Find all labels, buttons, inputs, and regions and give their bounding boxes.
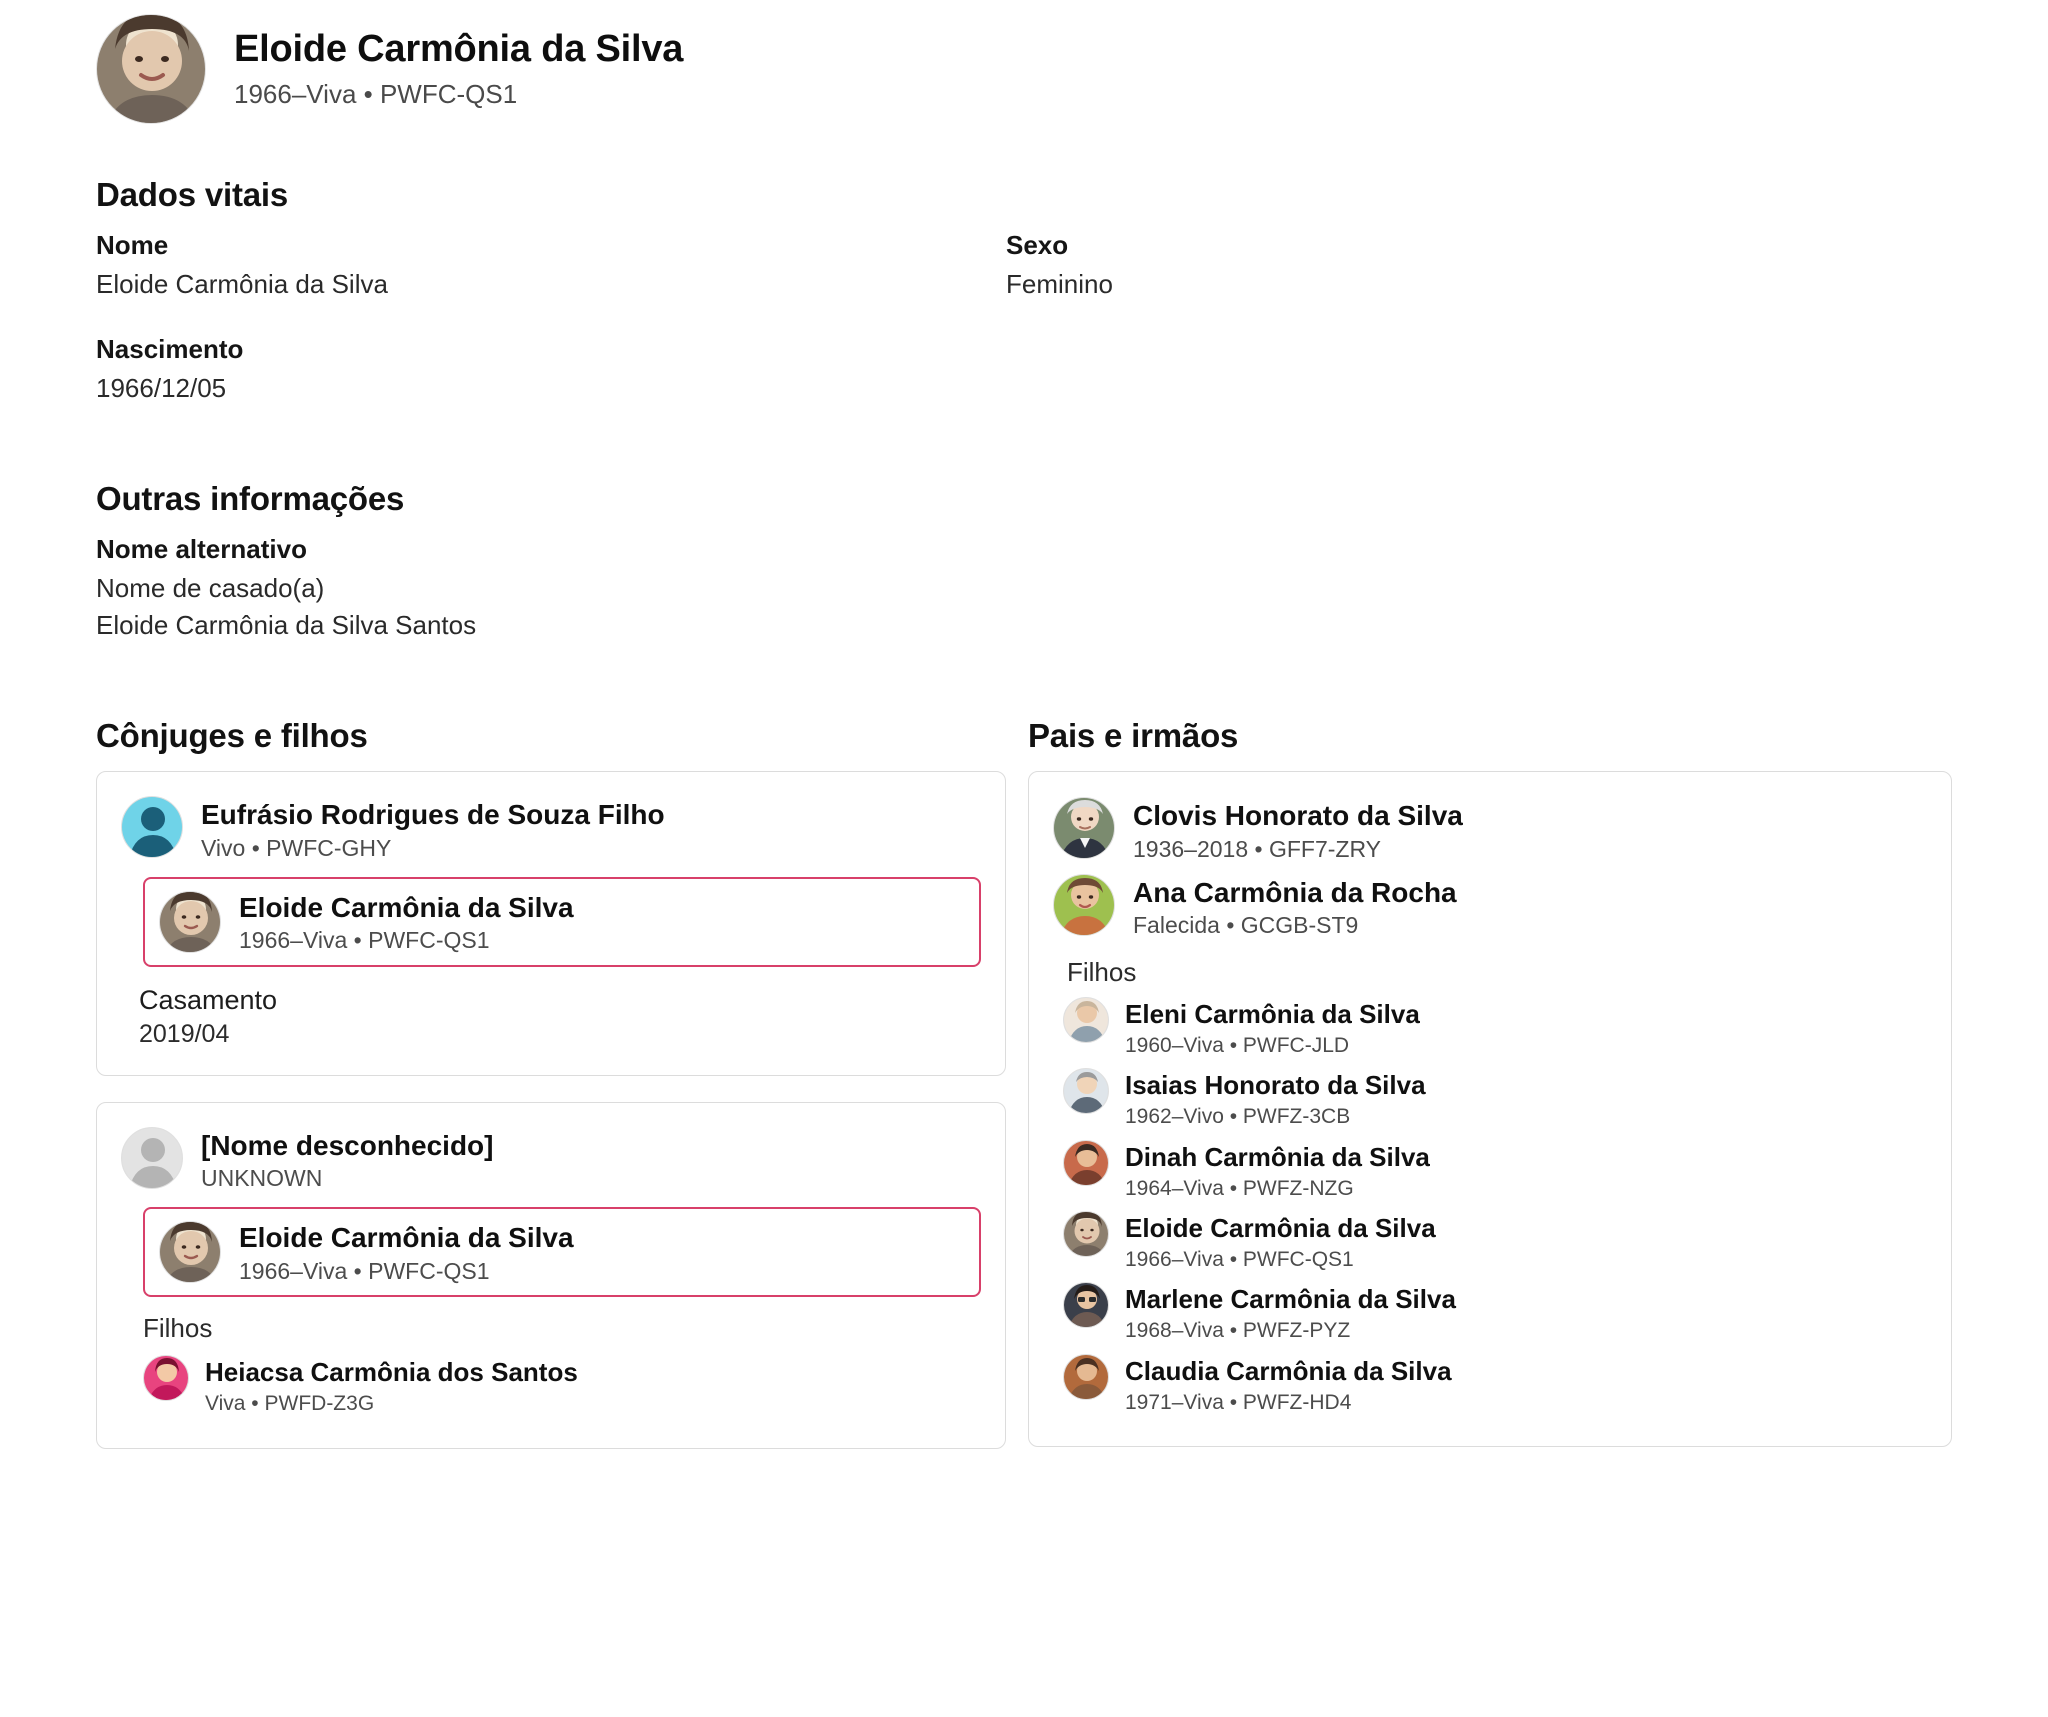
list-item[interactable] — [1063, 1349, 1927, 1420]
father-texts — [1133, 797, 1463, 863]
mother-name: Ana Carmônia da Rocha — [1133, 876, 1457, 908]
person-lifespan-id: 1966–Viva • PWFC-QS1 — [234, 79, 518, 109]
children-list — [143, 1350, 981, 1421]
avatar — [1063, 1211, 1109, 1257]
section-title-other-info: Outras informações — [96, 480, 405, 518]
children-label: Filhos — [143, 1313, 213, 1344]
field-alternate-name-type: Nome de casado(a) — [96, 573, 325, 604]
father-meta: 1936–2018 • GFF7-ZRY — [1133, 835, 1381, 862]
father-row[interactable] — [1053, 792, 1927, 868]
field-birth-value[interactable]: 1966/12/05 — [96, 373, 227, 404]
field-sex-value[interactable]: Feminino — [1006, 269, 1113, 299]
child-meta: Viva • PWFD-Z3G — [205, 1392, 375, 1416]
avatar — [1063, 1354, 1109, 1400]
sibling-texts — [1125, 1068, 1426, 1129]
marriage-event-date: 2019/04 — [139, 1019, 230, 1048]
avatar[interactable] — [96, 14, 206, 124]
spouse-texts — [201, 1127, 493, 1193]
family-columns — [96, 675, 1952, 1514]
field-name-label: Nome — [96, 230, 169, 260]
list-item[interactable] — [1063, 992, 1927, 1063]
sibling-texts — [1125, 1282, 1456, 1343]
sibling-texts — [1125, 1140, 1430, 1201]
list-item[interactable] — [1063, 1206, 1927, 1277]
spouse-name: Eufrásio Rodrigues de Souza Filho — [201, 799, 665, 831]
sibling-name: Eloide Carmônia da Silva — [1125, 1212, 1436, 1243]
list-item[interactable] — [1063, 1135, 1927, 1206]
field-name-value[interactable]: Eloide Carmônia da Silva — [96, 269, 388, 299]
spouses-column — [96, 675, 1006, 1474]
section-title-parents: Pais e irmãos — [1028, 717, 1239, 755]
section-title-spouses: Cônjuges e filhos — [96, 717, 368, 755]
avatar — [1063, 1140, 1109, 1186]
list-item[interactable] — [1063, 1277, 1927, 1348]
sibling-meta: 1966–Viva • PWFC-QS1 — [1125, 1248, 1354, 1272]
avatar — [1063, 1282, 1109, 1328]
sibling-texts — [1125, 1354, 1452, 1415]
sibling-name: Marlene Carmônia da Silva — [1125, 1284, 1456, 1315]
focus-person-row[interactable] — [143, 877, 981, 967]
avatar — [1053, 874, 1115, 936]
avatar — [143, 1355, 189, 1401]
child-texts — [205, 1355, 578, 1416]
spouse-meta: UNKNOWN — [201, 1165, 323, 1192]
marriage-event-type: Casamento — [139, 984, 278, 1015]
focus-person-name: Eloide Carmônia da Silva — [239, 891, 574, 923]
mother-row[interactable] — [1053, 869, 1927, 945]
focus-person-texts — [239, 889, 574, 955]
focus-person-meta: 1966–Viva • PWFC-QS1 — [239, 927, 490, 954]
family-card — [96, 1102, 1006, 1449]
field-name — [96, 230, 1006, 302]
avatar-unknown-icon — [121, 1127, 183, 1189]
marriage-event[interactable] — [139, 985, 981, 1049]
list-item[interactable] — [143, 1350, 981, 1421]
spouse-texts — [201, 796, 665, 862]
parents-card — [1028, 771, 1952, 1447]
spouse-name: [Nome desconhecido] — [201, 1129, 494, 1161]
focus-person-row[interactable] — [143, 1207, 981, 1297]
sibling-name: Eleni Carmônia da Silva — [1125, 998, 1420, 1029]
field-sex-label: Sexo — [1006, 230, 1069, 260]
sibling-name: Dinah Carmônia da Silva — [1125, 1141, 1430, 1172]
father-name: Clovis Honorato da Silva — [1133, 800, 1463, 832]
page-title: Eloide Carmônia da Silva — [234, 28, 684, 70]
family-card — [96, 771, 1006, 1075]
siblings-list — [1063, 992, 1927, 1420]
spouse-row[interactable] — [121, 1123, 981, 1197]
sibling-meta: 1962–Vivo • PWFZ-3CB — [1125, 1105, 1351, 1129]
mother-meta: Falecida • GCGB-ST9 — [1133, 912, 1359, 939]
sibling-name: Claudia Carmônia da Silva — [1125, 1355, 1452, 1386]
person-header — [96, 0, 1952, 134]
vitals-spacer — [1006, 334, 1952, 438]
focus-person-name: Eloide Carmônia da Silva — [239, 1221, 574, 1253]
sibling-meta: 1960–Viva • PWFC-JLD — [1125, 1033, 1350, 1057]
avatar — [1053, 797, 1115, 859]
field-birth-label: Nascimento — [96, 334, 244, 365]
parents-column — [1028, 675, 1952, 1474]
sibling-texts — [1125, 997, 1420, 1058]
person-header-text — [234, 28, 683, 110]
spouse-row[interactable] — [121, 792, 981, 866]
sibling-meta: 1971–Viva • PWFZ-HD4 — [1125, 1390, 1352, 1414]
sibling-meta: 1964–Viva • PWFZ-NZG — [1125, 1176, 1354, 1200]
field-alternate-name-label: Nome alternativo — [96, 534, 307, 565]
avatar-man-silhouette-icon — [121, 796, 183, 858]
avatar — [159, 891, 221, 953]
avatar — [1063, 997, 1109, 1043]
field-sex — [1006, 230, 1952, 302]
avatar — [159, 1221, 221, 1283]
spouse-meta: Vivo • PWFC-GHY — [201, 834, 392, 861]
avatar — [1063, 1068, 1109, 1114]
field-birth — [96, 334, 1006, 406]
siblings-label: Filhos — [1067, 956, 1137, 987]
sibling-name: Isaias Honorato da Silva — [1125, 1070, 1426, 1101]
child-name: Heiacsa Carmônia dos Santos — [205, 1357, 578, 1388]
list-item[interactable] — [1063, 1063, 1927, 1134]
focus-person-texts — [239, 1219, 574, 1285]
sibling-texts — [1125, 1211, 1436, 1272]
mother-texts — [1133, 874, 1457, 940]
sibling-meta: 1968–Viva • PWFZ-PYZ — [1125, 1319, 1351, 1343]
field-alternate-name — [96, 534, 1952, 643]
section-title-vitals: Dados vitais — [96, 176, 289, 213]
focus-person-meta: 1966–Viva • PWFC-QS1 — [239, 1257, 490, 1284]
vitals-grid — [96, 230, 1952, 438]
field-alternate-name-value[interactable]: Eloide Carmônia da Silva Santos — [96, 610, 477, 641]
